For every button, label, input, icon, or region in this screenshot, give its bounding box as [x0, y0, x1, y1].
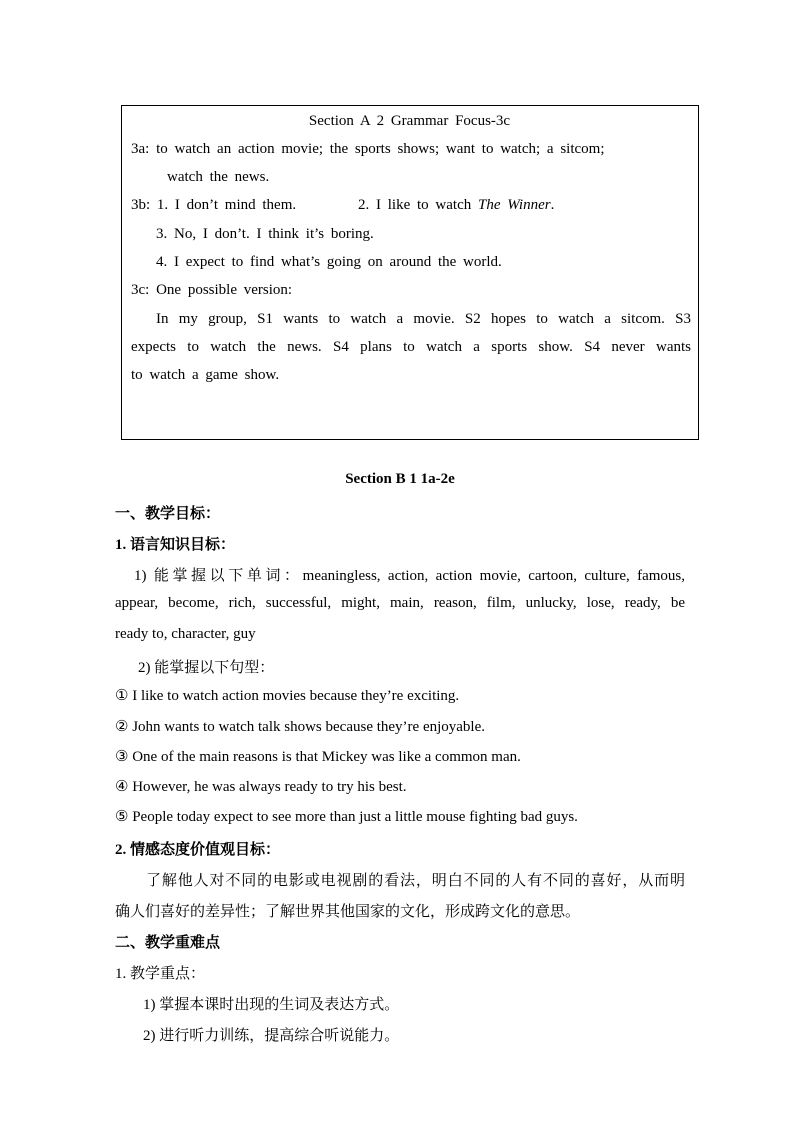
section-b-title: Section B 1 1a-2e	[345, 471, 455, 487]
sentence-item: ③ One of the main reasons is that Mickey was like a common man.	[115, 749, 521, 765]
sentence-item: ② John wants to watch talk shows because they’re enjoyable.	[115, 719, 486, 735]
answer-3b-item1: 3b: 1. I don’t mind them.	[131, 197, 297, 213]
key-points-label: 1. 教学重点：	[115, 966, 206, 982]
answer-3c-line3: to watch a game show.	[131, 367, 280, 383]
sentence-patterns-label: 2) 能掌握以下句型：	[138, 660, 275, 676]
answer-box	[121, 105, 699, 440]
answer-3c-line2: expects to watch the news. S4 plans to watch a sports show. S4 never wants	[131, 339, 691, 355]
answer-3b-item2	[358, 197, 554, 214]
emotion-line-1: 了解他人对不同的电影或电视剧的看法，明白不同的人有不同的喜好，从而明	[146, 873, 685, 889]
answer-3b-item4: 4. I expect to find what’s going on around the world.	[156, 254, 502, 270]
emotion-line-2: 确人们喜好的差异性；了解世界其他国家的文化，形成跨文化的意思。	[115, 904, 581, 920]
heading-emotion-goals: 2. 情感态度价值观目标：	[115, 842, 281, 858]
heading-key-difficult-points: 二、教学重难点	[115, 935, 221, 951]
heading-teaching-goals: 一、教学目标：	[115, 506, 221, 522]
sentence-item: ④ However, he was always ready to try his best.	[115, 779, 407, 795]
sentence-item: ⑤ People today expect to see more than just a little mouse fighting bad guys.	[115, 809, 578, 825]
answer-3b-item2-end: .	[550, 197, 555, 213]
sentence-item: ① I like to watch action movies because they’re exciting.	[115, 688, 460, 704]
box-title: Section A 2 Grammar Focus-3c	[308, 113, 511, 129]
key-point-item: 2) 进行听力训练，提高综合听说能力。	[143, 1028, 400, 1044]
vocab-line-2: appear, become, rich, successful, might, main, reason, film, unlucky, lose, ready, be	[115, 595, 685, 611]
heading-language-goals: 1. 语言知识目标：	[115, 537, 236, 553]
vocab-line-3: ready to, character, guy	[115, 626, 256, 642]
answer-3c-label: 3c: One possible version:	[131, 282, 293, 298]
answer-3a-line1: 3a: to watch an action movie; the sports shows; want to watch; a sitcom;	[131, 141, 605, 157]
answer-3a-line2: watch the news.	[167, 169, 270, 185]
key-point-item: 1) 掌握本课时出现的生词及表达方式。	[143, 997, 400, 1013]
answer-3b-item3: 3. No, I don’t. I think it’s boring.	[156, 226, 374, 242]
answer-3c-line1: In my group, S1 wants to watch a movie. S2 hopes to watch a sitcom. S3	[156, 311, 691, 327]
vocab-line-1: 1) 能掌握以下单词：meaningless, action, action movie, cartoon, culture, famous,	[134, 568, 685, 584]
answer-3b-item2-title: The Winner	[477, 197, 551, 213]
answer-3b-item2-text: 2. I like to watch	[358, 197, 478, 213]
